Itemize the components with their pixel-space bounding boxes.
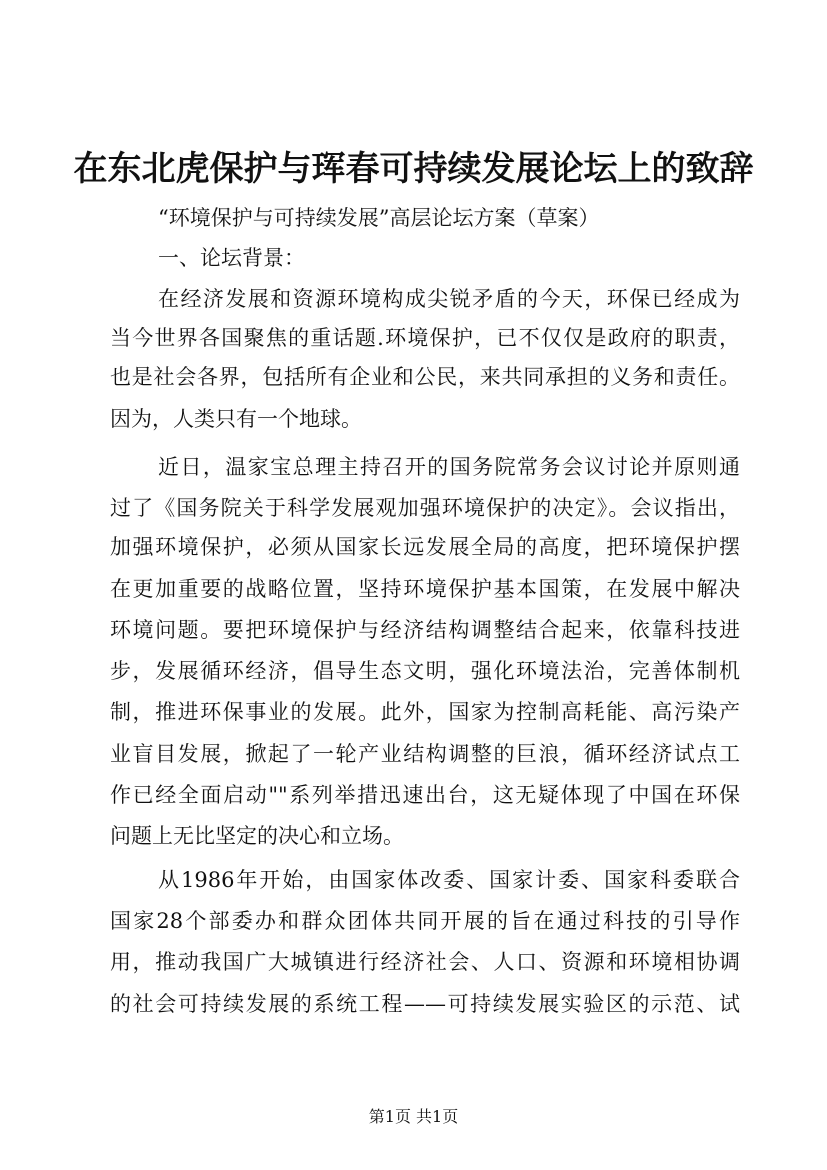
paragraph-2-line-3: 加强环境保护，必须从国家长远发展全局的高度，把环境保护摆 [110, 535, 740, 559]
paragraph-1-line-3: 也是社会各界，包括所有企业和公民，来共同承担的义务和责任。 [110, 365, 740, 389]
section-heading: 一、论坛背景： [158, 246, 305, 270]
page-number-footer: 第1页 共1页 [368, 1107, 459, 1126]
document-subtitle: “环境保护与可持续发展”高层论坛方案（草案） [158, 206, 600, 230]
paragraph-2-line-5: 环境问题。要把环境保护与经济结构调整结合起来，依靠科技进 [110, 618, 740, 642]
document-title: 在东北虎保护与珲春可持续发展论坛上的致辞 [73, 149, 754, 189]
paragraph-2-line-9: 作已经全面启动""系列举措迅速出台，这无疑体现了中国在环保 [110, 783, 740, 807]
paragraph-3-line-4: 的社会可持续发展的系统工程——可持续发展实验区的示范、试 [110, 992, 740, 1016]
paragraph-2-line-8: 业盲目发展，掀起了一轮产业结构调整的巨浪，循环经济试点工 [110, 742, 740, 766]
paragraph-1-line-2: 当今世界各国聚焦的重话题.环境保护，已不仅仅是政府的职责， [110, 326, 740, 350]
paragraph-2-line-10: 问题上无比坚定的决心和立场。 [110, 824, 404, 848]
paragraph-2-line-1: 近日，温家宝总理主持召开的国务院常务会议讨论并原则通 [158, 455, 740, 479]
paragraph-1-line-4: 因为，人类只有一个地球。 [110, 407, 362, 431]
paragraph-2-line-2: 过了《国务院关于科学发展观加强环境保护的决定》。会议指出， [110, 496, 740, 520]
paragraph-2-line-6: 步，发展循环经济，倡导生态文明，强化环境法治，完善体制机 [110, 659, 740, 683]
paragraph-3-line-2: 国家28个部委办和群众团体共同开展的旨在通过科技的引导作 [110, 909, 740, 933]
paragraph-3-line-1: 从1986年开始，由国家体改委、国家计委、国家科委联合 [158, 868, 740, 892]
paragraph-1-line-1: 在经济发展和资源环境构成尖锐矛盾的今天，环保已经成为 [158, 287, 740, 311]
paragraph-3-line-3: 用，推动我国广大城镇进行经济社会、人口、资源和环境相协调 [110, 950, 740, 974]
paragraph-2-line-7: 制，推进环保事业的发展。此外，国家为控制高耗能、高污染产 [110, 700, 740, 724]
paragraph-2-line-4: 在更加重要的战略位置，坚持环境保护基本国策，在发展中解决 [110, 577, 740, 601]
